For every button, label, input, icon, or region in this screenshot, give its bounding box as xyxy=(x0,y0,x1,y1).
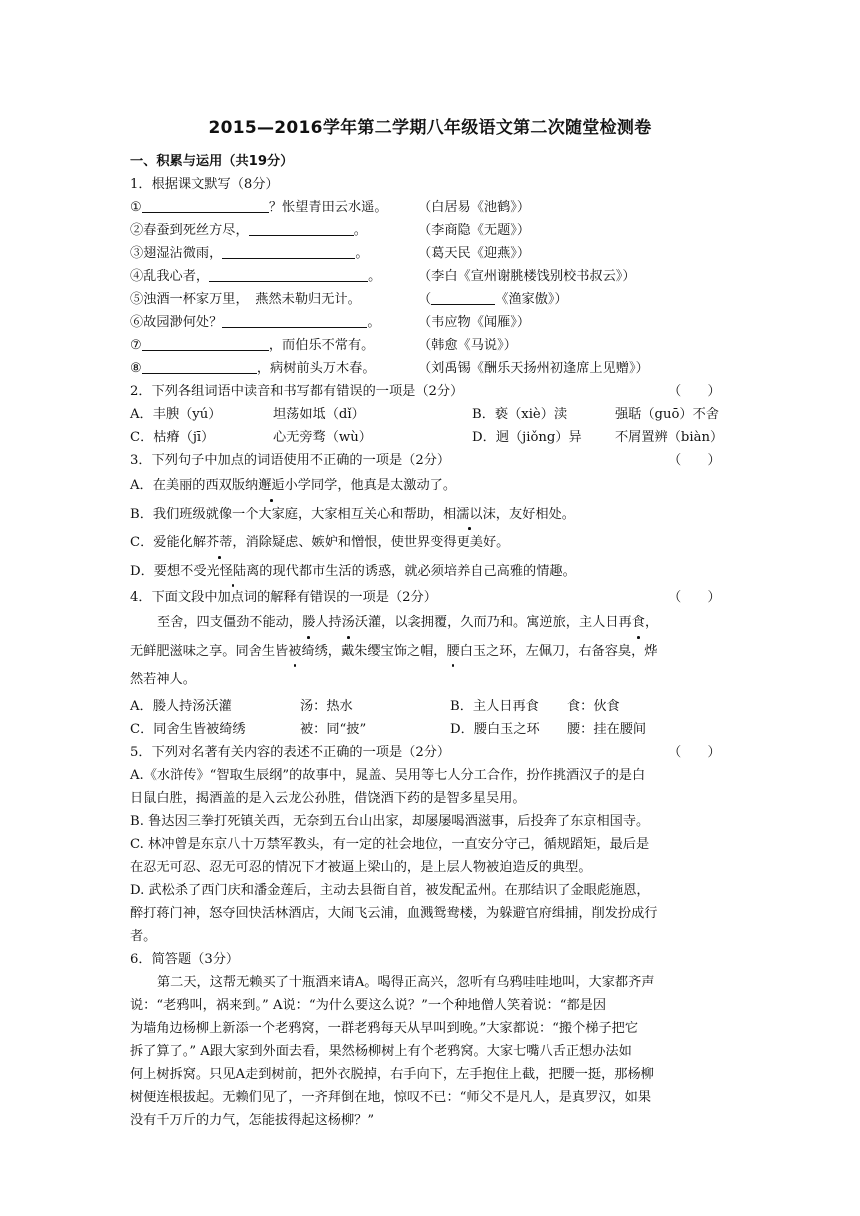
passage-text: 无鲜肥滋味之享。同舍生皆 xyxy=(130,643,289,659)
q4-option-c-gloss: 被：同“披” xyxy=(300,721,367,737)
q1-item-text: ⑤浊酒一杯家万里， 燕然未勒归无计。 xyxy=(130,292,361,307)
q1-item-1 xyxy=(130,196,740,219)
q1-item-source xyxy=(418,288,568,311)
q4-option-a: A．媵人持汤沃灌 xyxy=(130,698,232,714)
q1-item-source: （韦应物《闻雁》） xyxy=(418,315,531,330)
q1-item-text: ⑦ xyxy=(130,338,142,353)
q2-option-a-word2: 坦荡如坻（dǐ） xyxy=(273,407,365,422)
answer-blank[interactable] xyxy=(222,244,355,259)
q4-passage-line-2 xyxy=(130,638,740,667)
q6-passage-line: 第二天，这帮无赖买了十瓶酒来请A。喝得正高兴，忽听有乌鸦哇哇地叫，大家都齐声 xyxy=(157,974,655,990)
q1-item-source: （李白《宣州谢脁楼饯别校书叔云》） xyxy=(418,269,636,284)
exam-title: 2015—2016学年第二学期八年级语文第二次随堂检测卷 xyxy=(208,118,652,138)
q5-option-d-line: 醉打蒋门神，怒夺回快活林酒店，大闹飞云浦，血溅鸳鸯楼，为躲避官府缉捕，削发扮成行 xyxy=(130,905,658,921)
dotted-word: 媵 xyxy=(302,609,315,638)
dotted-word: 光怪陆离 xyxy=(207,558,260,587)
q5-stem-text: 5．下列对名著有关内容的表述不正确的一项是（2分） xyxy=(130,744,451,760)
source-close: 《渔家傲》） xyxy=(495,292,568,307)
q1-item-text: ⑥故园渺何处？ xyxy=(130,315,223,330)
q1-item-5 xyxy=(130,288,740,311)
q2-option-c-word2: 心无旁骛（wù） xyxy=(273,430,372,445)
q4-option-a-gloss: 汤：热水 xyxy=(300,698,353,714)
q4-options-ab xyxy=(130,695,740,718)
q2-option-b: B．亵（xiè）渎 xyxy=(472,407,568,422)
q6-passage-line: 拆了算了。” A跟大家到外面去看，果然杨柳树上有个老鸦窝。大家七嘴八舌正想办法如 xyxy=(130,1043,632,1059)
q5-option-d-line: D. 武松杀了西门庆和潘金莲后，主动去县衙自首，被发配孟州。在那结识了金眼彪施恩， xyxy=(130,882,650,898)
q3-stem-text: 3．下列句子中加点的词语使用不正确的一项是（2分） xyxy=(130,453,451,468)
q4-option-c: C．同舍生皆被绮绣 xyxy=(130,721,246,737)
q4-stem-text: 4．下面文段中加点词的解释有错误的一项是（2分） xyxy=(130,590,437,605)
q1-item-source: （李商隐《无题》） xyxy=(418,223,531,238)
option-text: D．要想不受 xyxy=(130,563,207,579)
q4-stem xyxy=(130,586,740,609)
q1-item-2 xyxy=(130,219,740,242)
q1-item-7 xyxy=(130,334,740,357)
dotted-word: 邂逅 xyxy=(258,472,284,501)
answer-parentheses[interactable]: （ ） xyxy=(668,453,721,468)
q2-stem xyxy=(130,380,740,403)
q1-item-6 xyxy=(130,311,740,334)
answer-blank[interactable] xyxy=(431,290,495,305)
section-heading: 一、积累与运用（共19分） xyxy=(130,154,294,169)
q1-item-source: （白居易《池鹤》） xyxy=(418,200,531,215)
q1-item-text: ，病树前头万木春。 xyxy=(256,361,376,376)
q6-passage-line: 树便连根拔起。无赖们见了，一齐拜倒在地，惊叹不已：“师父不是凡人，是真罗汉，如果 xyxy=(130,1089,652,1105)
q5-option-c-line: C. 林冲曾是东京八十万禁军教头，有一定的社会地位，一直安分守己，循规蹈矩，最后是 xyxy=(130,836,650,852)
q1-item-source: （葛天民《迎燕》） xyxy=(418,246,531,261)
q2-options-cd xyxy=(130,426,740,449)
option-text: 小学同学，他真是太激动了。 xyxy=(284,478,457,493)
option-text: ，友好相处。 xyxy=(495,506,575,522)
q1-item-text: ？怅望青田云水遥。 xyxy=(268,200,388,215)
q2-options-ab xyxy=(130,403,740,426)
q1-item-3 xyxy=(130,242,740,265)
answer-blank[interactable] xyxy=(209,267,368,282)
q3-option-d xyxy=(130,558,740,587)
q2-option-b-word2: 强聒（guō）不舍 xyxy=(615,407,719,422)
q6-passage-line: 何上树拆窝。只见A走到树前，把外衣脱掉，右手向下，左手抱住上截，把腰一挺，那杨柳 xyxy=(130,1066,654,1082)
q1-stem: 1．根据课文默写（8分） xyxy=(130,177,279,192)
q2-option-d-word2: 不屑置辨（biàn） xyxy=(615,430,724,445)
q4-option-d: D．腰白玉之环 xyxy=(450,721,540,737)
dotted-word: 相濡以沫 xyxy=(443,501,496,530)
q1-item-text: ②春蚕到死丝方尽， xyxy=(130,223,249,238)
q1-item-4 xyxy=(130,265,740,288)
passage-text: 至舍，四支僵劲不能动， xyxy=(157,615,303,630)
q3-option-c xyxy=(130,529,740,558)
passage-text: 人持 xyxy=(315,615,342,630)
answer-parentheses[interactable]: （ ） xyxy=(668,590,721,605)
q1-item-text: ③翅湿沾微雨， xyxy=(130,246,223,261)
passage-text: ， xyxy=(644,615,659,630)
q2-option-c: C．枯瘠（jī） xyxy=(130,430,215,445)
exam-body xyxy=(130,150,740,1132)
option-text: A．在美丽的西双版纳 xyxy=(130,478,259,493)
passage-text: 沃灌，以衾拥覆，久而乃和。寓逆旅，主人日再 xyxy=(354,615,632,630)
q2-stem-text: 2．下列各组词语中读音和书写都有错误的一项是（2分） xyxy=(130,384,464,399)
q5-option-d-line: 者。 xyxy=(130,928,157,944)
answer-blank[interactable] xyxy=(249,221,354,236)
q4-options-cd xyxy=(130,718,740,741)
q4-option-b-gloss: 食：伙食 xyxy=(567,698,620,714)
q6-passage-line: 说：“老鸦叫，祸来到。” A说：“为什么要这么说？”一个种地僧人笑着说：“都是因 xyxy=(130,997,607,1013)
q4-passage-line-3: 然若神人。 xyxy=(130,672,196,687)
q4-option-d-gloss: 腰：挂在腰间 xyxy=(567,721,647,737)
q5-option-a-line: A.《水浒传》“智取生辰纲”的故事中，晁盖、吴用等七人分工合作，扮作挑酒汉子的是白 xyxy=(130,767,646,783)
q3-option-b xyxy=(130,501,740,530)
dotted-word: 汤 xyxy=(342,609,355,638)
q5-option-a-line: 日鼠白胜，揭酒盖的是入云龙公孙胜，借饶酒下药的是智多星吴用。 xyxy=(130,790,526,806)
q1-item-text: ④乱我心者， xyxy=(130,269,210,284)
source-open: （ xyxy=(418,292,432,307)
option-text: C．爱能化解 xyxy=(130,535,207,550)
dotted-word: 芥蒂 xyxy=(206,529,232,558)
q1-item-text: ⑧ xyxy=(130,361,142,376)
q5-stem xyxy=(130,741,740,764)
q5-option-b-line: B. 鲁达因三拳打死镇关西，无奈到五台山出家，却屡屡喝酒滋事，后投奔了东京相国寺。 xyxy=(130,813,650,829)
answer-blank[interactable] xyxy=(142,359,257,374)
q6-stem: 6．简答题（3分） xyxy=(130,951,240,967)
option-text: 的现代都市生活的诱惑，就必须培养自己高雅的情趣。 xyxy=(259,563,576,579)
q4-option-b: B．主人日再食 xyxy=(450,698,539,714)
q6-passage-line: 没有千万斤的力气，怎能拔得起这杨柳？” xyxy=(130,1112,375,1128)
answer-blank[interactable] xyxy=(142,336,269,351)
q2-option-a: A．丰腴（yú） xyxy=(130,407,222,422)
option-text: ，消除疑虑、嫉妒和憎恨，使世界变得更美好。 xyxy=(232,535,510,550)
answer-parentheses[interactable]: （ ） xyxy=(668,384,721,399)
q1-item-8 xyxy=(130,357,740,380)
answer-parentheses[interactable]: （ ） xyxy=(668,744,721,760)
q1-item-text: ① xyxy=(130,200,142,215)
q4-passage-line-1 xyxy=(130,609,740,638)
passage-text: 绮绣，戴朱缨宝饰之帽， xyxy=(301,643,447,659)
passage-text: 白玉之环，左佩刀，右备容臭，烨 xyxy=(459,643,658,659)
q3-stem xyxy=(130,449,740,472)
q3-option-a xyxy=(130,472,740,501)
q2-option-d: D．迥（jiǒng）异 xyxy=(472,430,582,445)
q6-passage-line: 为墙角边杨柳上新添一个老鸦窝，一群老鸦每天从早叫到晚。”大家都说：“搬个梯子把它 xyxy=(130,1020,639,1036)
q1-item-text: 。 xyxy=(367,315,381,330)
q1-item-text: ，而伯乐不常有。 xyxy=(268,338,375,353)
q1-item-source: （刘禹锡《酬乐天扬州初逢席上见赠》） xyxy=(418,361,649,376)
q1-item-source: （韩愈《马说》） xyxy=(418,338,517,353)
dotted-word: 被 xyxy=(288,638,301,667)
answer-blank[interactable] xyxy=(222,313,367,328)
dotted-word: 食 xyxy=(632,609,645,638)
q1-item-text: 。 xyxy=(353,223,367,238)
answer-blank[interactable] xyxy=(142,198,269,213)
q1-item-text: 。 xyxy=(368,269,382,284)
q5-option-c-line: 在忍无可忍、忍无可忍的情况下才被逼上梁山的，是上层人物被迫造反的典型。 xyxy=(130,859,592,875)
option-text: B．我们班级就像一个大家庭，大家相互关心和帮助， xyxy=(130,506,444,522)
q1-item-text: 。 xyxy=(355,246,369,261)
dotted-word: 腰 xyxy=(447,638,460,667)
